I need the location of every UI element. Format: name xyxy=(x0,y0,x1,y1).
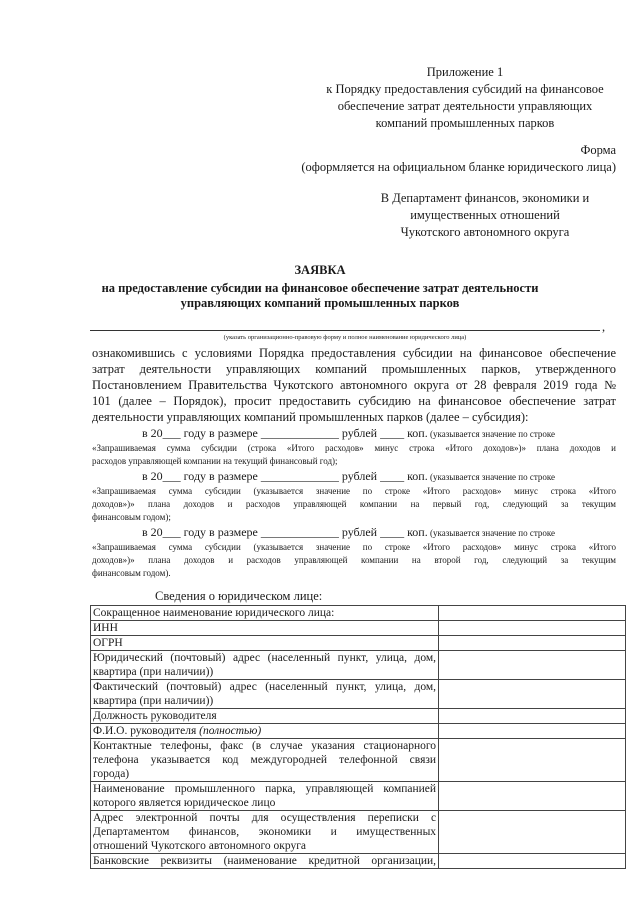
year-amount-note: (указывается значение по строке xyxy=(427,429,556,439)
row-label-line: Сокращенное наименование юридического лица: xyxy=(93,607,335,619)
row-label-line: отношений Чукотского автономного округа xyxy=(93,840,307,852)
table-row xyxy=(91,724,626,739)
addressee-block xyxy=(340,190,630,241)
year-amount-text: в 20___ году в размере _____________ рублей ____ коп. xyxy=(142,525,428,539)
year-amount-note: (указывается значение по строке xyxy=(427,472,556,482)
organization-name-hint: (указать организационно-правовую форму и полное наименование юридического лица) xyxy=(223,334,467,341)
row-value-cell[interactable] xyxy=(439,724,626,739)
row-label-italic: (полностью) xyxy=(199,725,262,737)
row-label-line: телефона указывается код междугородней телефонной связи xyxy=(93,754,437,766)
body-line: ознакомившись с условиями Порядка предоставления субсидии на финансовое обеспечение xyxy=(92,346,616,360)
year-note-line: «Запрашиваемая сумма субсидии (указывается значение по строке «Итого расходов» минус строка «Итого xyxy=(92,486,616,496)
body-line: деятельности управляющих компаний промышленных парков (далее – субсидия): xyxy=(92,410,529,424)
row-label-line: Контактные телефоны, факс (в случае указания стационарного xyxy=(93,740,437,752)
appendix-line: к Порядку предоставления субсидий на финансовое xyxy=(326,82,604,96)
row-label xyxy=(91,636,439,651)
year-note-line: финансовым годом); xyxy=(92,512,171,522)
year-amount-text: в 20___ году в размере _____________ рублей ____ коп. xyxy=(142,426,428,440)
row-label xyxy=(91,811,439,854)
row-value-cell[interactable] xyxy=(439,680,626,709)
row-label-line: Департаментом финансов, экономики и имущественных xyxy=(93,826,437,838)
form-label-block xyxy=(301,142,616,176)
year-item-first xyxy=(92,468,616,524)
year-item-current xyxy=(92,425,616,468)
title-main: ЗАЯВКА xyxy=(294,263,346,277)
addressee-line: Чукотского автономного округа xyxy=(400,225,570,239)
appendix-line: обеспечение затрат деятельности управляющих xyxy=(337,99,593,113)
body-line: затрат деятельности управляющих компаний промышленных парков, утвержденного xyxy=(92,362,616,376)
entity-info-heading: Сведения о юридическом лице: xyxy=(155,589,323,603)
row-value-cell[interactable] xyxy=(439,621,626,636)
year-amount-text: в 20___ году в размере _____________ рублей ____ коп. xyxy=(142,469,428,483)
body-line: 101 (далее – Порядок), просит предоставить субсидию на финансовое обеспечение затрат xyxy=(92,394,616,408)
row-label-line: Фактический (почтовый) адрес (населенный пункт, улица, дом, xyxy=(93,681,437,693)
year-note-line: «Запрашиваемая сумма субсидии (указывается значение по строке «Итого расходов» минус строка «Итого xyxy=(92,542,616,552)
row-label-line: Адрес электронной почты для осуществления переписки с xyxy=(93,812,437,824)
row-label xyxy=(91,680,439,709)
form-label: Форма xyxy=(580,143,616,157)
addressee-line: В Департамент финансов, экономики и xyxy=(380,191,590,205)
addressee-line: имущественных отношений xyxy=(410,208,560,222)
year-amount-line[interactable] xyxy=(92,524,616,541)
body-text xyxy=(92,345,616,580)
row-label xyxy=(91,782,439,811)
row-label xyxy=(91,606,439,621)
year-item-second xyxy=(92,524,616,580)
year-note-line: финансовым годом). xyxy=(92,568,171,578)
row-label xyxy=(91,709,439,724)
row-label xyxy=(91,651,439,680)
row-label-line: Банковские реквизиты (наименование кредитной организации, xyxy=(93,855,437,867)
year-amount-note: (указывается значение по строке xyxy=(427,528,556,538)
row-label-line: ИНН xyxy=(93,622,118,634)
row-label-line: ОГРН xyxy=(93,637,123,649)
appendix-header xyxy=(300,64,630,132)
row-label xyxy=(91,724,439,739)
year-amount-line[interactable] xyxy=(92,425,616,442)
year-note-line: доходов»)» плана доходов и расходов управляющей компании на второй год, следующий за текущим xyxy=(92,555,616,565)
row-label-text: Ф.И.О. руководителя xyxy=(93,725,197,737)
table-row xyxy=(91,739,626,782)
row-value-cell[interactable] xyxy=(439,782,626,811)
row-label xyxy=(91,739,439,782)
table-row xyxy=(91,636,626,651)
appendix-line: компаний промышленных парков xyxy=(375,116,555,130)
row-label-line: Юридический (почтовый) адрес (населенный пункт, улица, дом, xyxy=(93,652,437,664)
row-value-cell[interactable] xyxy=(439,739,626,782)
row-value-cell[interactable] xyxy=(439,811,626,854)
table-row xyxy=(91,651,626,680)
form-note: (оформляется на официальном бланке юридического лица) xyxy=(301,160,616,174)
row-label xyxy=(91,621,439,636)
entity-info-table xyxy=(90,605,626,869)
row-label-line xyxy=(93,724,436,738)
row-value-cell[interactable] xyxy=(439,709,626,724)
year-note-line: расходов управляющей компании на текущий финансовый год); xyxy=(92,456,338,466)
row-value-cell[interactable] xyxy=(439,651,626,680)
table-row xyxy=(91,811,626,854)
body-line: Постановлением Правительства Чукотского автономного округа от 28 февраля 2019 года № xyxy=(92,378,616,392)
row-label-line: квартира (при наличии)) xyxy=(93,666,214,678)
row-label-line: Должность руководителя xyxy=(93,710,217,722)
year-note-line: «Запрашиваемая сумма субсидии (строка «Итого расходов» минус строка «Итого доходов»)» плана доходов и xyxy=(92,443,616,453)
table-row xyxy=(91,680,626,709)
title-line: на предоставление субсидии на финансовое обеспечение затрат деятельности xyxy=(101,281,539,295)
year-amount-line[interactable] xyxy=(92,468,616,485)
table-row xyxy=(91,782,626,811)
blank-comma: , xyxy=(602,320,606,334)
title-line: управляющих компаний промышленных парков xyxy=(180,296,460,310)
table-row xyxy=(91,709,626,724)
table-row xyxy=(91,606,626,621)
year-note-line: доходов»)» плана доходов и расходов управляющей компании на первый год, следующий за текущим xyxy=(92,499,616,509)
row-value-cell[interactable] xyxy=(439,606,626,621)
document-title xyxy=(80,263,560,311)
row-label xyxy=(91,854,439,869)
organization-name-blank[interactable] xyxy=(90,330,600,331)
row-label-line: квартира (при наличии)) xyxy=(93,695,214,707)
row-label-line: города) xyxy=(93,768,130,780)
row-label-line: которого является юридическое лицо xyxy=(93,797,276,809)
table-row xyxy=(91,854,626,869)
table-row xyxy=(91,621,626,636)
appendix-line: Приложение 1 xyxy=(426,65,504,79)
row-value-cell[interactable] xyxy=(439,854,626,869)
row-value-cell[interactable] xyxy=(439,636,626,651)
row-label-line: Наименование промышленного парка, управляющей компанией xyxy=(93,783,437,795)
